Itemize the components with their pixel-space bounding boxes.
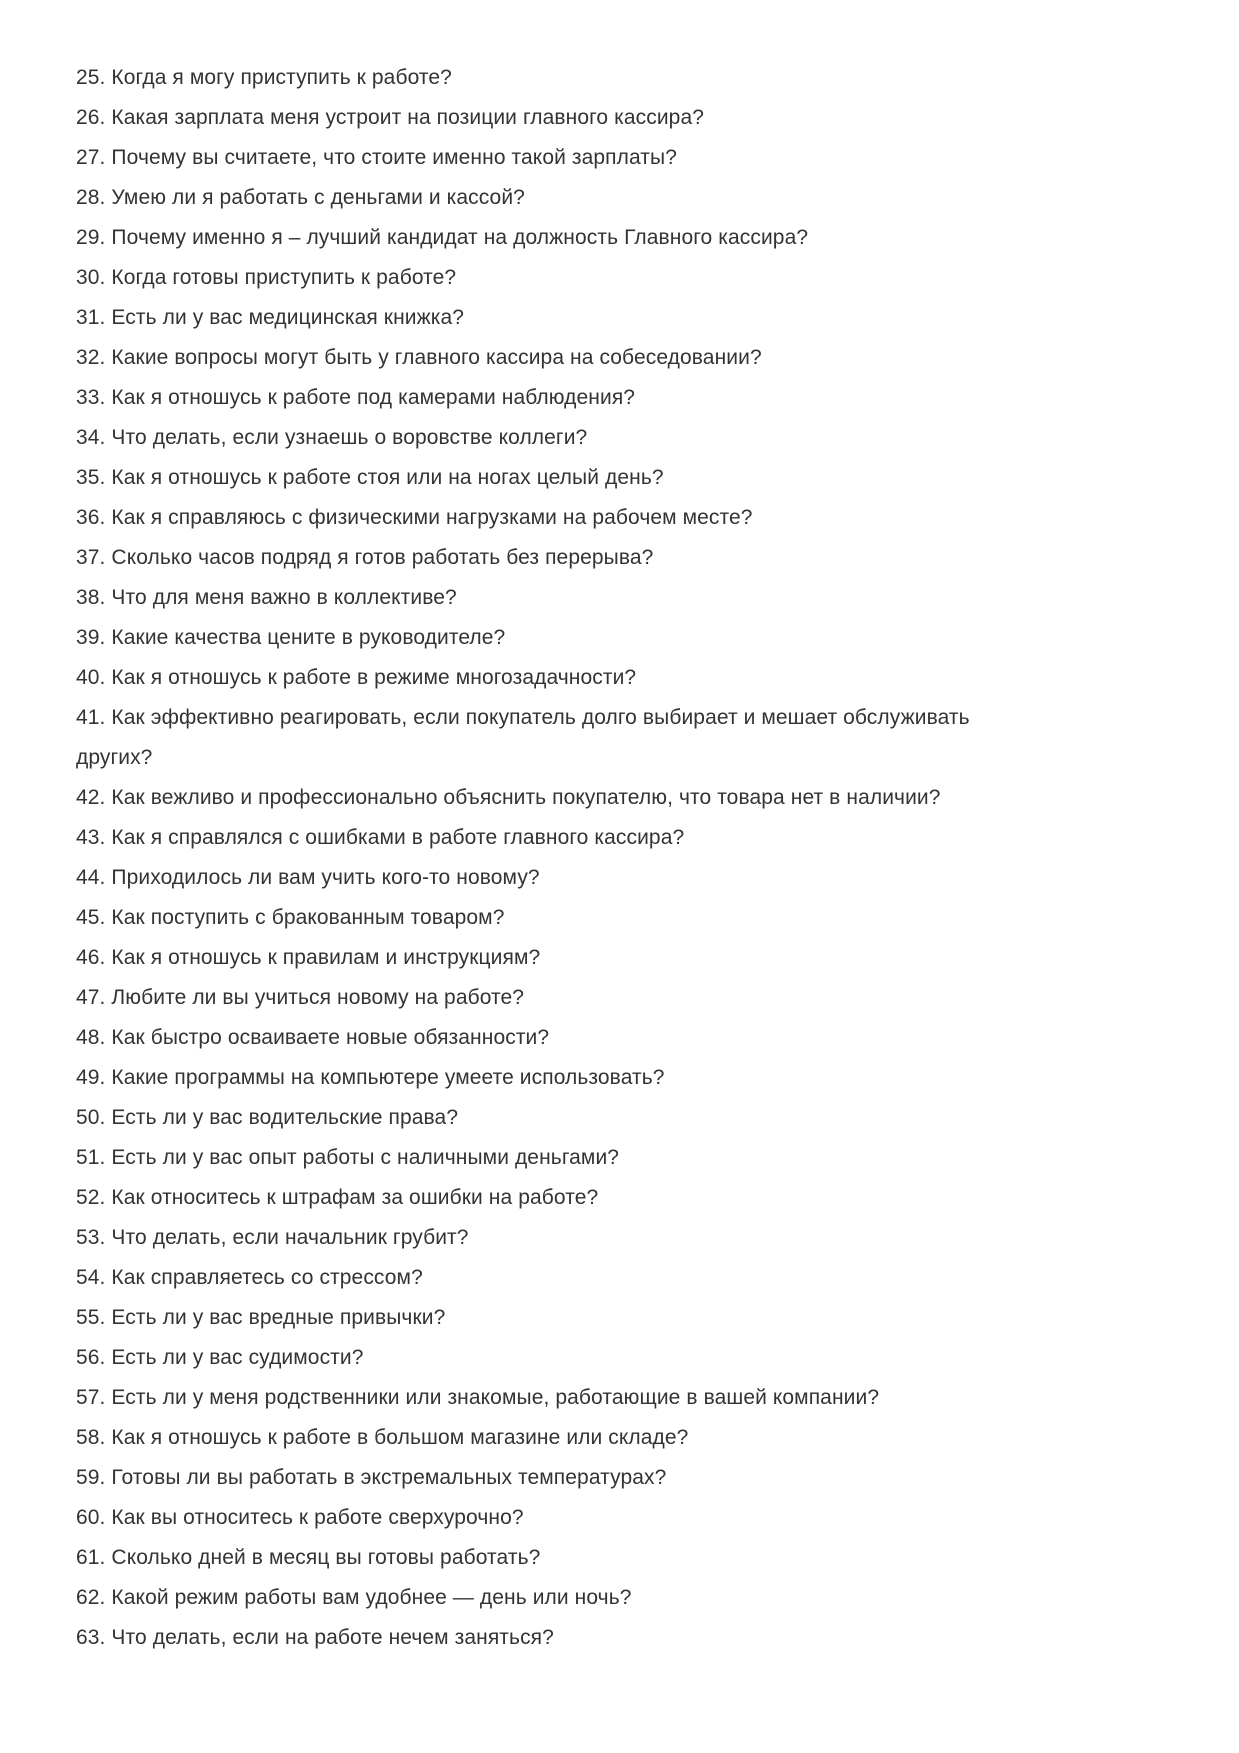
question-item: 49. Какие программы на компьютере умеете использовать? [76,1066,665,1089]
question-item: 48. Как быстро осваиваете новые обязанности? [76,1026,550,1049]
question-item: 39. Какие качества цените в руководителе? [76,626,506,649]
question-item: 55. Есть ли у вас вредные привычки? [76,1306,446,1329]
question-item: 53. Что делать, если начальник грубит? [76,1226,469,1249]
question-item: 63. Что делать, если на работе нечем заняться? [76,1626,554,1649]
question-item: 58. Как я отношусь к работе в большом магазине или складе? [76,1426,689,1449]
question-item: 30. Когда готовы приступить к работе? [76,266,457,289]
question-item: 61. Сколько дней в месяц вы готовы работать? [76,1546,541,1569]
question-item: 50. Есть ли у вас водительские права? [76,1106,459,1129]
question-item: 33. Как я отношусь к работе под камерами наблюдения? [76,386,636,409]
question-item: 52. Как относитесь к штрафам за ошибки на работе? [76,1186,599,1209]
question-item: 46. Как я отношусь к правилам и инструкциям? [76,946,541,969]
question-item: 40. Как я отношусь к работе в режиме многозадачности? [76,666,637,689]
question-item: 43. Как я справлялся с ошибками в работе главного кассира? [76,826,685,849]
question-item: 59. Готовы ли вы работать в экстремальных температурах? [76,1466,667,1489]
question-item: 36. Как я справляюсь с физическими нагрузками на рабочем месте? [76,506,753,529]
question-item: 25. Когда я могу приступить к работе? [76,66,452,89]
question-item: 62. Какой режим работы вам удобнее — день или ночь? [76,1586,632,1609]
question-item: 51. Есть ли у вас опыт работы с наличными деньгами? [76,1146,620,1169]
question-item: 56. Есть ли у вас судимости? [76,1346,364,1369]
question-item: 60. Как вы относитесь к работе сверхурочно? [76,1506,524,1529]
question-item: 35. Как я отношусь к работе стоя или на ногах целый день? [76,466,664,489]
question-item: 41. Как эффективно реагировать, если покупатель долго выбирает и мешает обслуживать других? [76,706,970,769]
question-item: 42. Как вежливо и профессионально объяснить покупателю, что товара нет в наличии? [76,786,941,809]
question-item: 47. Любите ли вы учиться новому на работе? [76,986,525,1009]
question-item: 54. Как справляетесь со стрессом? [76,1266,423,1289]
question-item: 32. Какие вопросы могут быть у главного кассира на собеседовании? [76,346,762,369]
question-item: 26. Какая зарплата меня устроит на позиции главного кассира? [76,106,705,129]
question-item: 27. Почему вы считаете, что стоите именно такой зарплаты? [76,146,677,169]
question-item: 45. Как поступить с бракованным товаром? [76,906,505,929]
question-item: 34. Что делать, если узнаешь о воровстве коллеги? [76,426,588,449]
question-item: 31. Есть ли у вас медицинская книжка? [76,306,465,329]
question-item: 57. Есть ли у меня родственники или знакомые, работающие в вашей компании? [76,1386,880,1409]
question-list [76,58,1139,1658]
question-item: 28. Умею ли я работать с деньгами и кассой? [76,186,525,209]
question-item: 37. Сколько часов подряд я готов работать без перерыва? [76,546,654,569]
question-item: 29. Почему именно я – лучший кандидат на должность Главного кассира? [76,226,809,249]
question-item: 44. Приходилось ли вам учить кого-то новому? [76,866,540,889]
question-item: 38. Что для меня важно в коллективе? [76,586,457,609]
